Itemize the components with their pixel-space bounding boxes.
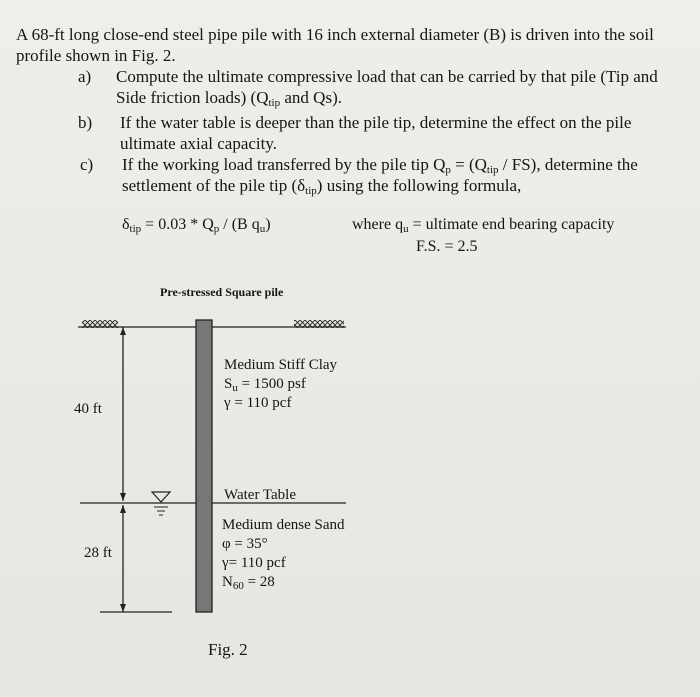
- dimension-arrow-bottom: [120, 604, 126, 612]
- question-c-text: If the working load transferred by the pile tip $Q_p = (Q_{tip} / FS)$, determine the settlement of the pile tip $(\delta_{tip})$ using the following formula,: [122, 155, 638, 197]
- sand-layer-properties: [222, 516, 344, 592]
- dimension-arrow-top: [120, 327, 126, 335]
- clay-unit-weight: γ = 110 pcf: [224, 395, 292, 411]
- question-c-marker: c): [80, 155, 94, 174]
- question-a-text: Compute the ultimate compressive load that can be carried by that pile (Tip and Side friction loads) ($Q_{tip}$ and Qs).: [116, 67, 658, 109]
- depth-label-upper: 40 ft: [74, 401, 102, 417]
- clay-layer-name: Medium Stiff Clay: [224, 357, 338, 373]
- question-b-marker: b): [78, 113, 93, 132]
- sand-spt-n60: $N_{60} = 28$: [222, 574, 275, 592]
- problem-intro: A 68-ft long close-end steel pipe pile with 16 inch external diameter (B) is driven into the soil profile shown in Fig. 2.: [16, 25, 654, 65]
- dimension-arrow-lower-top: [120, 505, 126, 513]
- factor-of-safety: F.S. = 2.5: [416, 238, 478, 255]
- question-a-marker: a): [78, 67, 92, 86]
- water-table-triangle-icon: [152, 492, 170, 502]
- pile-body: [196, 320, 212, 612]
- sand-layer-name: Medium dense Sand: [222, 517, 345, 533]
- depth-label-lower: 28 ft: [84, 545, 112, 561]
- settlement-formula: $\delta_{tip} = 0.03 * Q_p / (B$ $q_u$): [122, 216, 271, 235]
- clay-layer-properties: [224, 356, 337, 413]
- water-table-label: Water Table: [224, 487, 297, 503]
- sand-friction-angle: φ = 35°: [222, 536, 268, 552]
- formula-where-note: where $q_u$ = ultimate end bearing capacity: [352, 216, 615, 235]
- pile-title: Pre-stressed Square pile: [160, 285, 284, 299]
- sand-unit-weight: γ= 110 pcf: [222, 555, 286, 571]
- figure-caption: Fig. 2: [208, 640, 248, 659]
- dimension-arrow-upper-bottom: [120, 493, 126, 501]
- question-b-text: If the water table is deeper than the pile tip, determine the effect on the pile ultimate axial capacity.: [120, 113, 632, 153]
- clay-undrained-strength: $S_u = 1500$ psf: [224, 376, 306, 394]
